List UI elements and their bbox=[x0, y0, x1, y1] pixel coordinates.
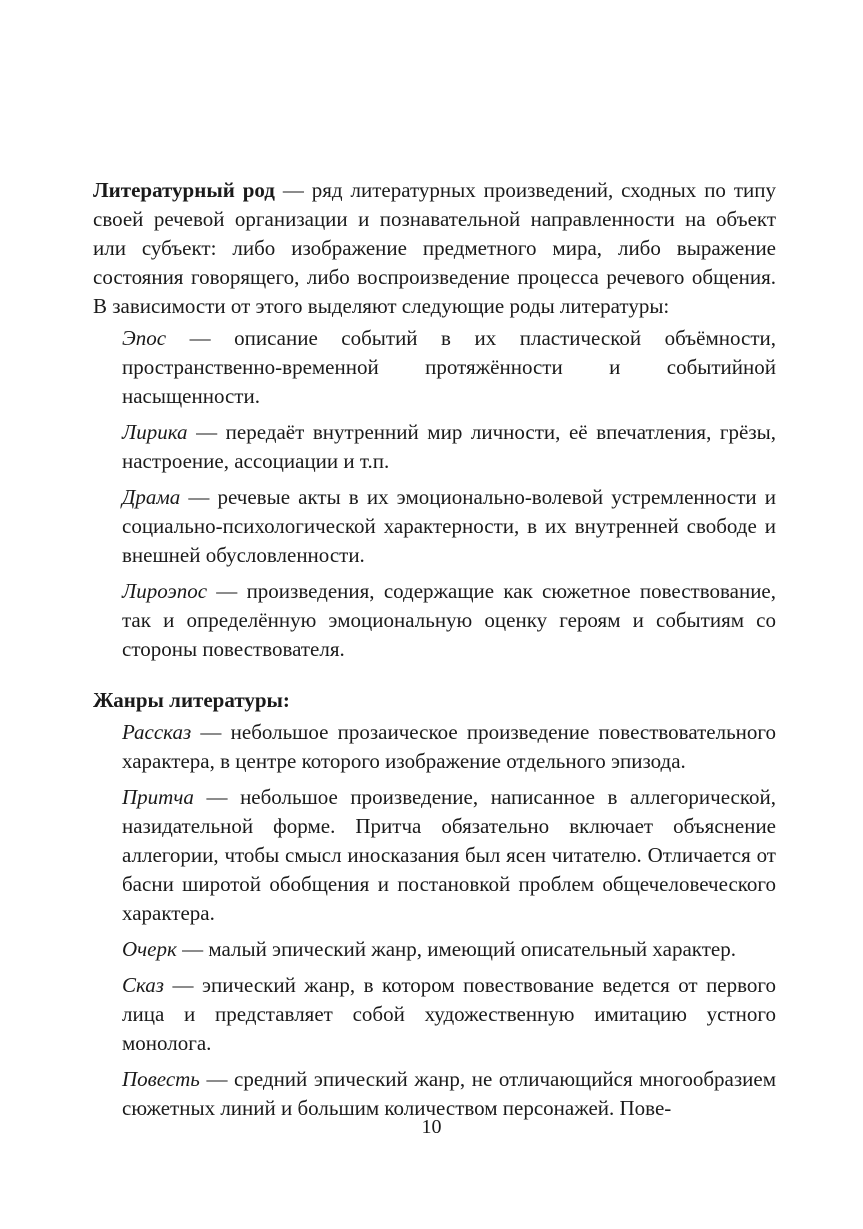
kind-entry bbox=[93, 324, 776, 411]
intro-paragraph bbox=[93, 176, 776, 321]
genre-entry bbox=[93, 971, 776, 1058]
kind-term: Эпос bbox=[122, 326, 167, 350]
genre-term: Повесть bbox=[122, 1067, 200, 1091]
kind-entry bbox=[93, 577, 776, 664]
kind-entry bbox=[93, 418, 776, 476]
kind-entry bbox=[93, 483, 776, 570]
genre-entry bbox=[93, 1065, 776, 1123]
intro-term: Литературный род bbox=[93, 178, 275, 202]
genre-text: — малый эпический жанр, имеющий описательный характер. bbox=[176, 937, 736, 961]
genre-text: — эпический жанр, в котором повествование ведется от первого лица и представляет собой художественную имитацию устного монолога. bbox=[122, 973, 776, 1055]
genre-term: Сказ bbox=[122, 973, 164, 997]
genre-text: — небольшое произведение, написанное в аллегорической, назидательной форме. Притча обязательно включает объяснение аллегории, чтобы смысл иносказания был ясен читателю. Отличается от басни широтой обобщения и постановкой проблем общечеловеческого характера. bbox=[122, 785, 776, 925]
intro-text: — ряд литературных произведений, сходных по типу своей речевой организации и познавательной направленности на объект или субъект: либо изображение предметного мира, либо выражение состояния говорящего, либо воспроизведение процесса речевого общения. В зависимости от этого выделяют следующие роды литературы: bbox=[93, 178, 776, 318]
genre-entry bbox=[93, 935, 776, 964]
genres-heading: Жанры литературы: bbox=[93, 688, 290, 712]
kinds-list bbox=[93, 324, 776, 664]
kind-text: — речевые акты в их эмоционально-волевой устремленности и социально-психологической характерности, в их внутренней свободе и внешней обусловленности. bbox=[122, 485, 776, 567]
genre-term: Очерк bbox=[122, 937, 177, 961]
kind-term: Драма bbox=[122, 485, 181, 509]
kind-term: Лирика bbox=[122, 420, 188, 444]
page-body bbox=[93, 176, 776, 1123]
genre-term: Притча bbox=[122, 785, 194, 809]
genre-text: — средний эпический жанр, не отличающийся многообразием сюжетных линий и большим количеством персонажей. Пове- bbox=[122, 1067, 776, 1120]
genres-list bbox=[93, 718, 776, 1123]
kind-text: — произведения, содержащие как сюжетное повествование, так и определённую эмоциональную оценку героям и событиям со стороны повествователя. bbox=[122, 579, 776, 661]
genre-term: Рассказ bbox=[122, 720, 192, 744]
kind-text: — описание событий в их пластической объёмности, пространственно-временной протяжённости и событийной насыщенности. bbox=[122, 326, 776, 408]
genre-entry bbox=[93, 718, 776, 776]
genre-text: — небольшое прозаическое произведение повествовательного характера, в центре которого изображение отдельного эпизода. bbox=[122, 720, 776, 773]
kind-text: — передаёт внутренний мир личности, её впечатления, грёзы, настроение, ассоциации и т.п. bbox=[122, 420, 776, 473]
kind-term: Лироэпос bbox=[122, 579, 208, 603]
genre-entry bbox=[93, 783, 776, 928]
page-number: 10 bbox=[421, 1116, 442, 1138]
